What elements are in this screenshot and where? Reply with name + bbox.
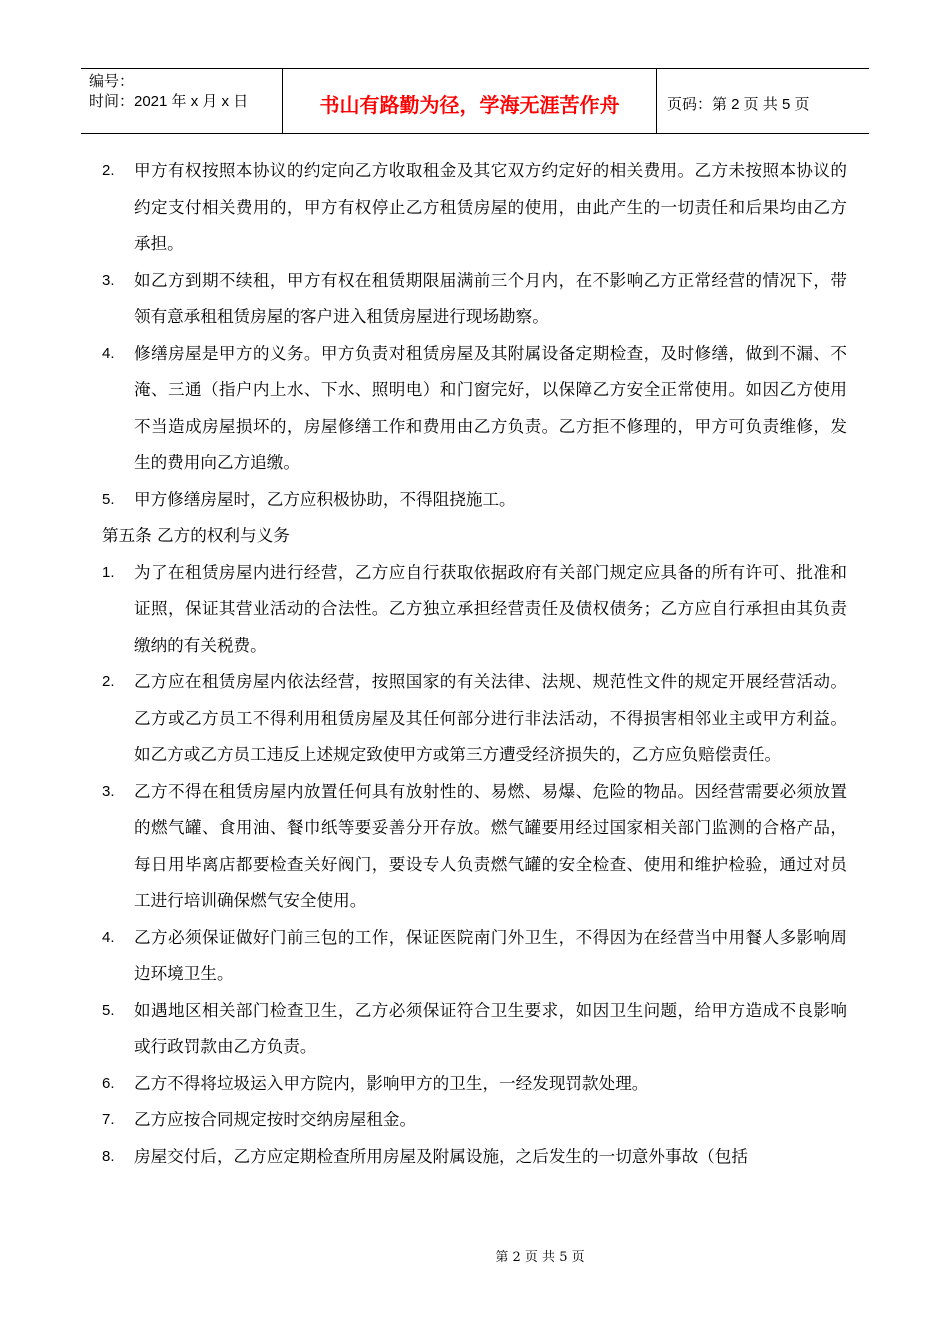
item-text: 如遇地区相关部门检查卫生，乙方必须保证符合卫生要求，如因卫生问题，给甲方造成不良影响或行政罚款由乙方负责。 (134, 1000, 847, 1056)
list-item (102, 1102, 847, 1139)
item-number: 4. (102, 928, 115, 946)
header-motto: 书山有路勤为径，学海无涯苦作舟 (283, 69, 657, 133)
item-text: 如乙方到期不续租，甲方有权在租赁期限届满前三个月内，在不影响乙方正常经营的情况下，带领有意承租租赁房屋的客户进入租赁房屋进行现场勘察。 (134, 270, 847, 326)
page-footer: 第 2 页 共 5 页 (495, 1250, 585, 1265)
document-body (102, 153, 847, 1175)
date-label: 时间：2021 年 x 月 x 日 (89, 93, 249, 110)
item-number: 5. (102, 1001, 115, 1019)
list-item (102, 993, 847, 1066)
list-item (102, 664, 847, 774)
item-number: 2. (102, 162, 115, 179)
header-page-info: 页码：第 2 页 共 5 页 (667, 95, 810, 113)
page-header (81, 68, 869, 134)
item-text: 乙方不得将垃圾运入甲方院内，影响甲方的卫生，一经发现罚款处理。 (134, 1073, 649, 1093)
item-text: 乙方不得在租赁房屋内放置任何具有放射性的、易燃、易爆、危险的物品。因经营需要必须放置的燃气罐、食用油、餐巾纸等要妥善分开存放。燃气罐要用经过国家相关部门监测的合格产品，每日用毕离店都要检查关好阀门，要设专人负责燃气罐的安全检查、使用和维护检验，通过对员工进行培训确保燃气安全使用。 (134, 781, 847, 910)
item-number: 4. (102, 344, 115, 362)
item-text: 为了在租赁房屋内进行经营，乙方应自行获取依据政府有关部门规定应具备的所有许可、批准和证照，保证其营业活动的合法性。乙方独立承担经营责任及债权债务；乙方应自行承担由其负责缴纳的有关税费。 (134, 562, 847, 655)
section-title: 第五条 乙方的权利与义务 (102, 526, 290, 545)
list-item (102, 920, 847, 993)
item-text: 房屋交付后，乙方应定期检查所用房屋及附属设施，之后发生的一切意外事故（包括 (134, 1146, 748, 1166)
item-number: 6. (102, 1074, 115, 1092)
item-number: 8. (102, 1147, 115, 1165)
list-item (102, 153, 847, 263)
list-item (102, 482, 847, 519)
list-item (102, 336, 847, 482)
item-number: 1. (102, 563, 115, 581)
item-number: 3. (102, 271, 115, 289)
item-number: 7. (102, 1111, 115, 1128)
item-text: 乙方应在租赁房屋内依法经营，按照国家的有关法律、法规、规范性文件的规定开展经营活动。乙方或乙方员工不得利用租赁房屋及其任何部分进行非法活动，不得损害相邻业主或甲方利益。如乙方或乙方员工违反上述规定致使甲方或第三方遭受经济损失的，乙方应负赔偿责任。 (134, 672, 847, 764)
item-text: 甲方有权按照本协议的约定向乙方收取租金及其它双方约定好的相关费用。乙方未按照本协议的约定支付相关费用的，甲方有权停止乙方租赁房屋的使用，由此产生的一切责任和后果均由乙方承担。 (134, 161, 847, 253)
item-number: 2. (102, 673, 115, 690)
item-text: 乙方必须保证做好门前三包的工作，保证医院南门外卫生，不得因为在经营当中用餐人多影响周边环境卫生。 (134, 927, 847, 983)
item-number: 5. (102, 490, 115, 508)
list-item (102, 774, 847, 920)
list-item (102, 1139, 847, 1176)
code-label: 编号： (89, 73, 135, 90)
item-number: 3. (102, 782, 115, 800)
item-text: 修缮房屋是甲方的义务。甲方负责对租赁房屋及其附属设备定期检查，及时修缮，做到不漏、不淹、三通（指户内上水、下水、照明电）和门窗完好，以保障乙方安全正常使用。如因乙方使用不当造成房屋损坏的，房屋修缮工作和费用由乙方负责。乙方拒不修理的，甲方可负责维修，发生的费用向乙方追缴。 (134, 343, 847, 472)
item-text: 甲方修缮房屋时，乙方应积极协助，不得阻挠施工。 (134, 489, 516, 509)
header-meta (81, 69, 283, 133)
list-item (102, 555, 847, 665)
list-item (102, 1066, 847, 1103)
list-item (102, 263, 847, 336)
item-text: 乙方应按合同规定按时交纳房屋租金。 (134, 1110, 417, 1129)
